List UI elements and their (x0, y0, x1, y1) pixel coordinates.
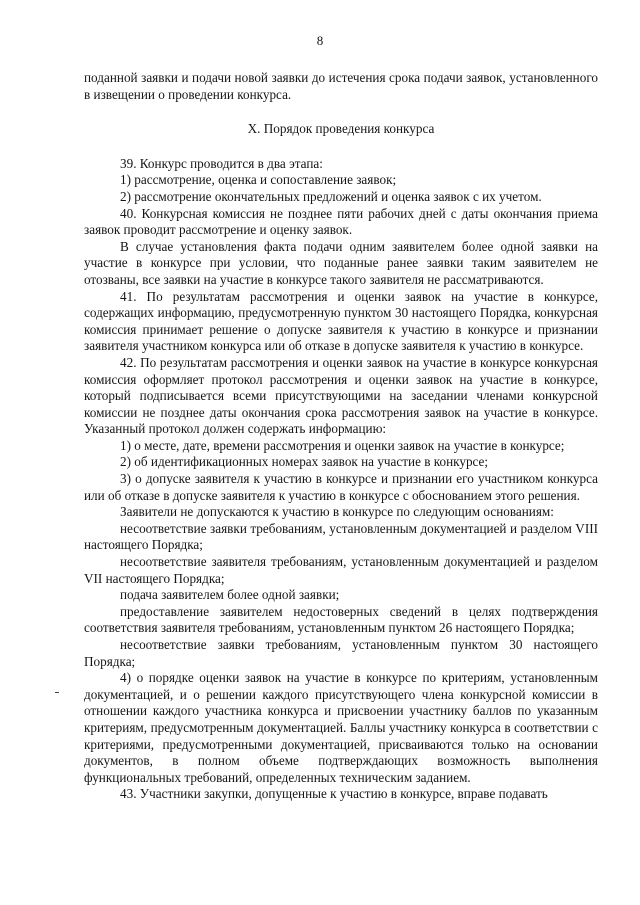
paragraph-rejection-grounds: Заявители не допускаются к участию в конкурсе по следующим основаниям: (120, 504, 554, 520)
list-item-42-2: 2) об идентификационных номерах заявок на участие в конкурсе; (120, 454, 489, 470)
paragraph-40: 40. Конкурсная комиссия не позднее пяти рабочих дней с даты окончания приема заявок проводит рассмотрение и оценку заявок. (84, 205, 598, 238)
document-body (84, 70, 598, 803)
page-number: 8 (316, 33, 324, 48)
paragraph-continuation: поданной заявки и подачи новой заявки до истечения срока подачи заявок, установленного в извещении о проведении конкурса. (84, 70, 598, 102)
list-item-42-1: 1) о месте, дате, времени рассмотрения и оценки заявок на участие в конкурсе; (120, 437, 565, 453)
ground-item-3: подача заявителем более одной заявки; (120, 587, 340, 603)
ground-item-1: несоответствие заявки требованиям, установленным документацией и разделом VIII настоящего Порядка; (84, 520, 598, 553)
section-heading: X. Порядок проведения конкурса (247, 121, 435, 137)
list-item-39-2: 2) рассмотрение окончательных предложений и оценка заявок с их учетом. (120, 188, 542, 204)
list-item-39-1: 1) рассмотрение, оценка и сопоставление заявок; (120, 172, 397, 188)
paragraph-40-case: В случае установления факта подачи одним заявителем более одной заявки на участие в конкурсе при условии, что поданные ранее заявки таким заявителем не отозваны, все заявки на участие в конкурсе такого заявителя не рассматриваются. (84, 238, 598, 287)
paragraph-41: 41. По результатам рассмотрения и оценки заявок на участие в конкурсе, содержащих информацию, предусмотренную пунктом 30 настоящего Порядка, конкурсная комиссия принимает решение о допуске заявителя к участию в конкурсе и признании заявителя участником конкурса или об отказе в допуске заявителя к участию в конкурсе. (84, 288, 598, 354)
ground-item-5: несоответствие заявки требованиям, установленным пунктом 30 настоящего Порядка; (84, 637, 598, 669)
paragraph-42: 42. По результатам рассмотрения и оценки заявок на участие в конкурсе конкурсная комиссия оформляет протокол рассмотрения и оценки заявок на участие в конкурсе, который подписывается всеми присутствующими на заседании членами конкурсной комиссии не позднее даты окончания срока рассмотрения заявок на участие в конкурсе. Указанный протокол должен содержать информацию: (84, 354, 598, 437)
ground-item-4: предоставление заявителем недостоверных сведений в целях подтверждения соответствия заявителя требованиям, установленным пунктом 26 настоящего Порядка; (84, 603, 598, 636)
list-item-42-3: 3) о допуске заявителя к участию в конкурсе и признании его участником конкурса или об отказе в допуске заявителя к участию в конкурсе с обоснованием этого решения. (84, 471, 598, 503)
margin-mark (55, 692, 59, 693)
ground-item-2: несоответствие заявителя требованиям, установленным документацией и разделом VII настоящего Порядка; (84, 554, 598, 586)
list-item-42-4: 4) о порядке оценки заявок на участие в конкурсе по критериям, установленным документацией, и о решении каждого присутствующего члена конкурсной комиссии в отношении каждого участника конкурса и присвоении участнику баллов по указанным критериям, предусмотренным документацией. Баллы участнику конкурса в соответствии с критериями, предусмотренными документацией, присваиваются только на основании документов, в полном объеме подтверждающих возможность выполнения функциональных требований, определенных техническим заданием. (84, 670, 598, 785)
paragraph-39: 39. Конкурс проводится в два этапа: (120, 155, 323, 171)
paragraph-43: 43. Участники закупки, допущенные к участию в конкурсе, вправе подавать (120, 786, 548, 802)
